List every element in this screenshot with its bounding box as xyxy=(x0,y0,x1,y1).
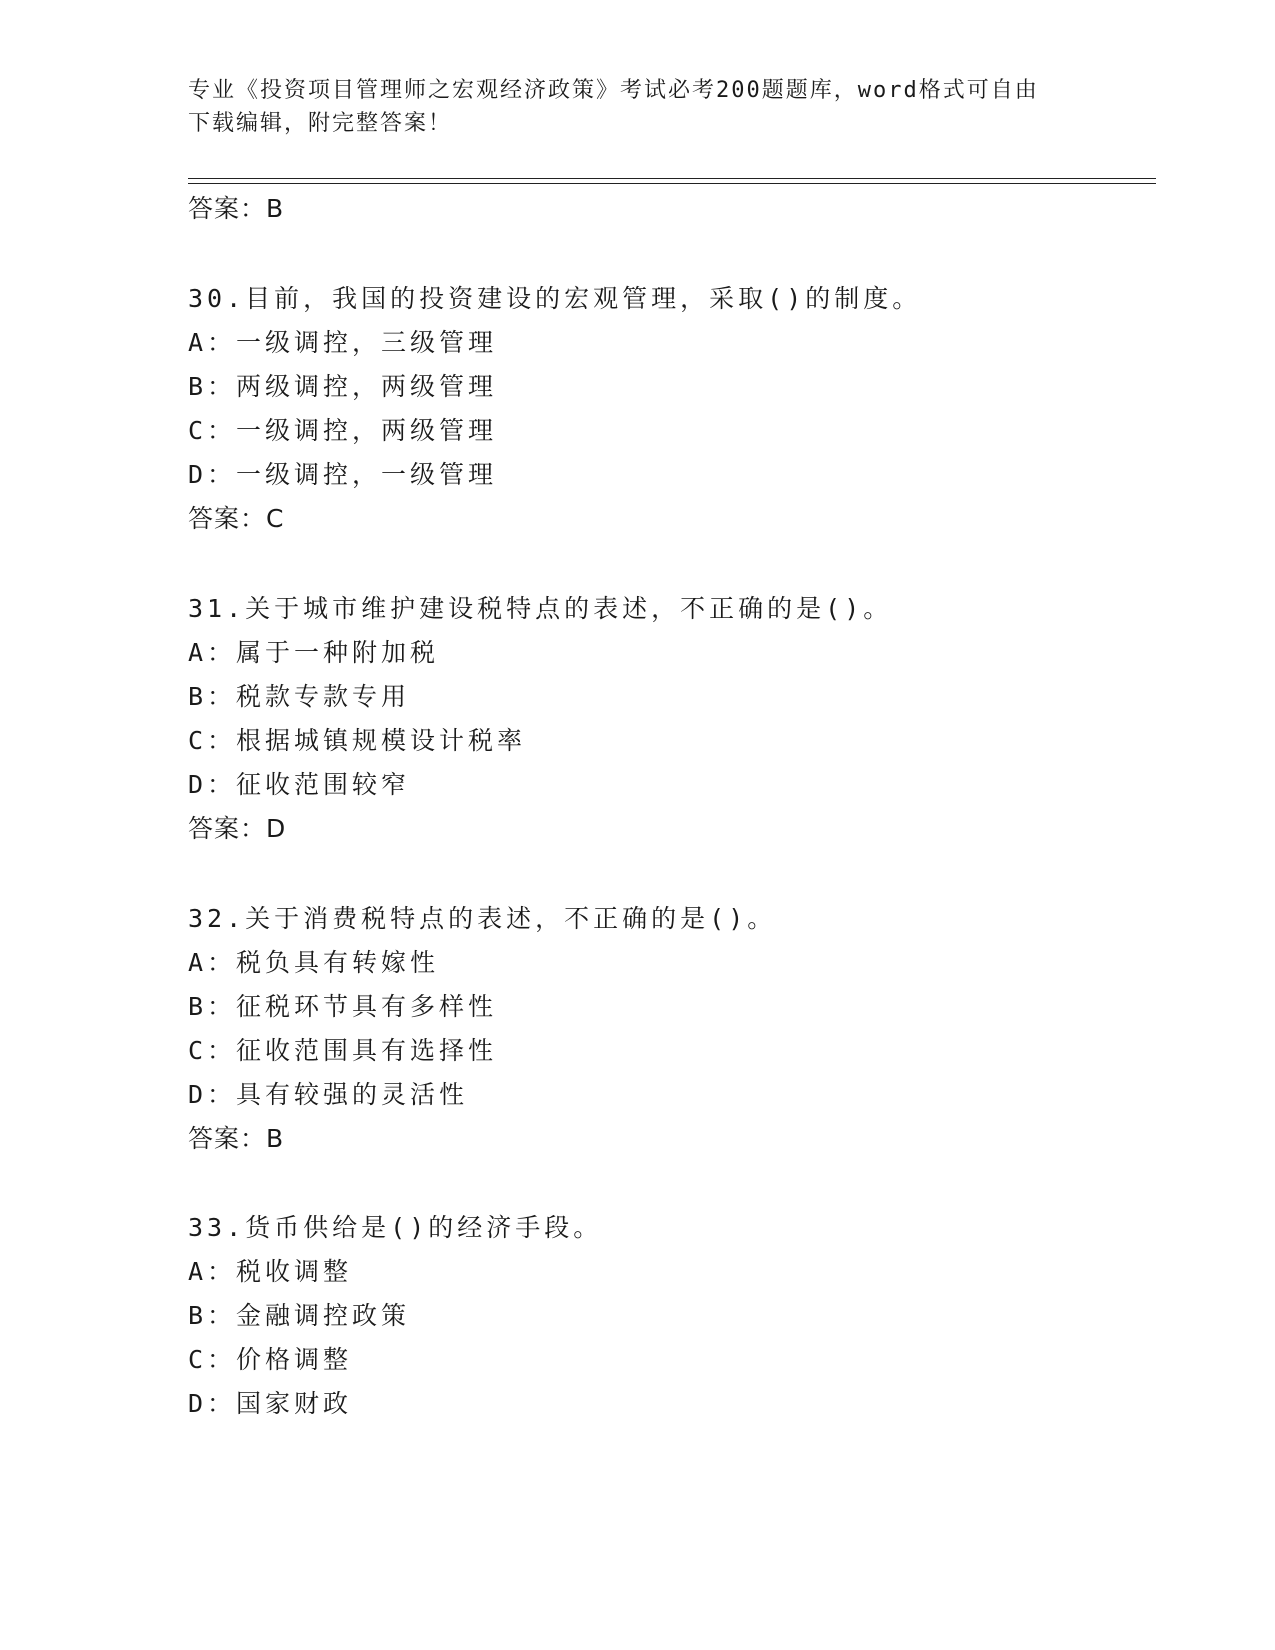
option-c: C：征收范围具有选择性 xyxy=(188,1036,498,1065)
header-divider-top xyxy=(188,178,1156,179)
question-stem: 33.货币供给是()的经济手段。 xyxy=(188,1213,603,1242)
option-a: A：税负具有转嫁性 xyxy=(188,948,440,977)
option-c: C：价格调整 xyxy=(188,1345,353,1374)
answer-line: 答案：C xyxy=(188,504,285,533)
option-d: D：具有较强的灵活性 xyxy=(188,1080,469,1109)
option-a: A：属于一种附加税 xyxy=(188,638,440,667)
option-a: A：税收调整 xyxy=(188,1257,353,1286)
option-b: B：金融调控政策 xyxy=(188,1301,411,1330)
option-b: B：两级调控，两级管理 xyxy=(188,372,498,401)
answer-line: 答案：B xyxy=(188,194,285,223)
option-d: D：一级调控，一级管理 xyxy=(188,460,498,489)
option-d: D：征收范围较窄 xyxy=(188,770,411,799)
option-b: B：税款专款专用 xyxy=(188,682,411,711)
question-stem: 32.关于消费税特点的表述，不正确的是()。 xyxy=(188,904,777,933)
answer-line: 答案：B xyxy=(188,1124,285,1153)
option-c: C：根据城镇规模设计税率 xyxy=(188,726,527,755)
option-d: D：国家财政 xyxy=(188,1389,353,1418)
header-note: 专业《投资项目管理师之宏观经济政策》考试必考200题题库，word格式可自由 下载编辑，附完整答案！ xyxy=(188,78,1039,136)
answer-line: 答案：D xyxy=(188,814,287,843)
question-stem: 31.关于城市维护建设税特点的表述，不正确的是()。 xyxy=(188,594,893,623)
option-b: B：征税环节具有多样性 xyxy=(188,992,498,1021)
header-divider-bottom xyxy=(188,183,1156,184)
option-a: A：一级调控，三级管理 xyxy=(188,328,498,357)
option-c: C：一级调控，两级管理 xyxy=(188,416,498,445)
question-stem: 30.目前，我国的投资建设的宏观管理，采取()的制度。 xyxy=(188,284,922,313)
